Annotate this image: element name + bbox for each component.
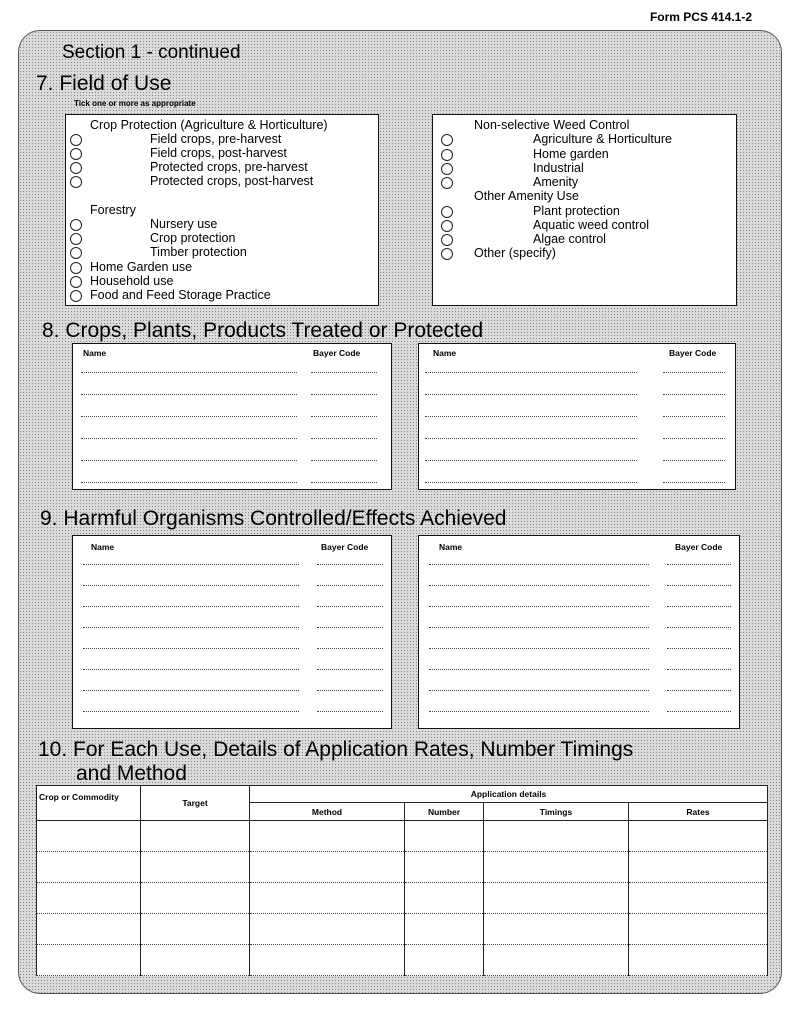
entry-line[interactable] xyxy=(429,627,649,628)
table-cell[interactable] xyxy=(484,852,629,883)
option-label: Field crops, pre-harvest xyxy=(150,132,282,146)
table-row xyxy=(37,945,768,976)
radio-button[interactable] xyxy=(441,149,453,161)
entry-line[interactable] xyxy=(425,460,637,461)
table-cell[interactable] xyxy=(37,821,141,852)
option-label: Timber protection xyxy=(150,245,247,259)
entry-line[interactable] xyxy=(317,606,383,607)
entry-line[interactable] xyxy=(667,606,731,607)
form-id: Form PCS 414.1-2 xyxy=(649,10,752,24)
entry-line[interactable] xyxy=(667,627,731,628)
radio-button[interactable] xyxy=(70,276,82,288)
application-title xyxy=(38,738,633,786)
entry-line[interactable] xyxy=(663,394,725,395)
option-label: Aquatic weed control xyxy=(533,218,650,232)
table-cell[interactable] xyxy=(37,945,141,976)
option-label: Protected crops, post-harvest xyxy=(150,174,314,188)
radio-button[interactable] xyxy=(441,220,453,232)
table-row xyxy=(37,914,768,945)
entry-line[interactable] xyxy=(425,394,637,395)
field-of-use-instruction: Tick one or more as appropriate xyxy=(74,99,196,108)
option-group-heading: Other Amenity Use xyxy=(474,189,579,203)
radio-button[interactable] xyxy=(70,134,82,146)
entry-line[interactable] xyxy=(667,648,731,649)
option-label: Algae control xyxy=(533,232,606,246)
organisms-left-code-header: Bayer Code xyxy=(321,542,369,552)
crops-left-name-header: Name xyxy=(83,348,107,358)
radio-button[interactable] xyxy=(70,176,82,188)
entry-line[interactable] xyxy=(663,416,725,417)
entry-line[interactable] xyxy=(667,669,731,670)
crops-title: 8. Crops, Plants, Products Treated or Protected xyxy=(42,319,484,342)
table-cell[interactable] xyxy=(250,821,405,852)
entry-line[interactable] xyxy=(83,585,299,586)
radio-button[interactable] xyxy=(441,206,453,218)
entry-line[interactable] xyxy=(317,690,383,691)
option-label: Other (specify) xyxy=(474,246,556,260)
table-cell[interactable] xyxy=(37,914,141,945)
entry-line[interactable] xyxy=(317,648,383,649)
table-cell[interactable] xyxy=(629,883,768,914)
col-target-header: Target xyxy=(141,786,250,821)
entry-line[interactable] xyxy=(83,669,299,670)
col-crop-header: Crop or Commodity xyxy=(37,786,141,821)
table-cell[interactable] xyxy=(405,914,484,945)
section-heading: Section 1 - continued xyxy=(62,42,241,63)
entry-line[interactable] xyxy=(311,394,377,395)
radio-button[interactable] xyxy=(70,290,82,302)
table-cell[interactable] xyxy=(250,852,405,883)
option-label: Crop protection xyxy=(150,231,236,245)
radio-button[interactable] xyxy=(441,163,453,175)
crops-left-box xyxy=(72,343,392,490)
entry-line[interactable] xyxy=(667,564,731,565)
option-group-heading: Forestry xyxy=(90,203,136,217)
entry-line[interactable] xyxy=(81,460,297,461)
entry-line[interactable] xyxy=(83,690,299,691)
radio-button[interactable] xyxy=(441,234,453,246)
entry-line[interactable] xyxy=(81,372,297,373)
entry-line[interactable] xyxy=(83,564,299,565)
table-cell[interactable] xyxy=(629,914,768,945)
entry-line[interactable] xyxy=(667,690,731,691)
radio-button[interactable] xyxy=(441,248,453,260)
option-label: Household use xyxy=(90,274,174,288)
table-cell[interactable] xyxy=(405,852,484,883)
organisms-right-box xyxy=(418,535,740,729)
option-label: Agriculture & Horticulture xyxy=(533,132,672,146)
radio-button[interactable] xyxy=(70,162,82,174)
option-label: Food and Feed Storage Practice xyxy=(90,288,271,302)
organisms-title: 9. Harmful Organisms Controlled/Effects Achieved xyxy=(40,507,507,530)
entry-line[interactable] xyxy=(81,394,297,395)
col-method-header: Method xyxy=(250,803,405,821)
entry-line[interactable] xyxy=(663,482,725,483)
entry-line[interactable] xyxy=(81,416,297,417)
entry-line[interactable] xyxy=(317,585,383,586)
entry-line[interactable] xyxy=(667,711,731,712)
radio-button[interactable] xyxy=(441,134,453,146)
organisms-left-box xyxy=(72,535,392,729)
entry-line[interactable] xyxy=(425,482,637,483)
option-label: Home Garden use xyxy=(90,260,193,274)
table-cell[interactable] xyxy=(37,883,141,914)
entry-line[interactable] xyxy=(311,482,377,483)
entry-line[interactable] xyxy=(429,690,649,691)
col-timings-header: Timings xyxy=(484,803,629,821)
table-cell[interactable] xyxy=(484,821,629,852)
table-cell[interactable] xyxy=(405,821,484,852)
entry-line[interactable] xyxy=(663,460,725,461)
table-cell[interactable] xyxy=(141,945,250,976)
option-label: Field crops, post-harvest xyxy=(150,146,287,160)
table-cell[interactable] xyxy=(37,852,141,883)
table-cell[interactable] xyxy=(250,883,405,914)
option-label: Plant protection xyxy=(533,204,620,218)
table-cell[interactable] xyxy=(405,945,484,976)
entry-line[interactable] xyxy=(429,564,649,565)
entry-line[interactable] xyxy=(317,669,383,670)
entry-line[interactable] xyxy=(317,627,383,628)
entry-line[interactable] xyxy=(663,372,725,373)
organisms-right-code-header: Bayer Code xyxy=(675,542,723,552)
application-details-header: Application details xyxy=(250,786,768,803)
entry-line[interactable] xyxy=(81,482,297,483)
entry-line[interactable] xyxy=(429,648,649,649)
entry-line[interactable] xyxy=(425,372,637,373)
radio-button[interactable] xyxy=(70,148,82,160)
crops-left-code-header: Bayer Code xyxy=(313,348,361,358)
entry-line[interactable] xyxy=(317,564,383,565)
table-cell[interactable] xyxy=(141,914,250,945)
radio-button[interactable] xyxy=(70,233,82,245)
crops-right-name-header: Name xyxy=(433,348,457,358)
table-cell[interactable] xyxy=(484,914,629,945)
organisms-left-name-header: Name xyxy=(91,542,115,552)
entry-line[interactable] xyxy=(317,711,383,712)
entry-line[interactable] xyxy=(429,606,649,607)
entry-line[interactable] xyxy=(429,585,649,586)
radio-button[interactable] xyxy=(70,262,82,274)
entry-line[interactable] xyxy=(311,416,377,417)
crops-right-box xyxy=(418,343,736,490)
col-rates-header: Rates xyxy=(629,803,768,821)
entry-line[interactable] xyxy=(83,648,299,649)
crops-right-code-header: Bayer Code xyxy=(669,348,717,358)
entry-line[interactable] xyxy=(311,460,377,461)
entry-line[interactable] xyxy=(311,372,377,373)
entry-line[interactable] xyxy=(83,627,299,628)
table-cell[interactable] xyxy=(629,821,768,852)
table-row xyxy=(37,883,768,914)
organisms-right-name-header: Name xyxy=(439,542,463,552)
option-label: Amenity xyxy=(533,175,579,189)
table-cell[interactable] xyxy=(250,914,405,945)
entry-line[interactable] xyxy=(425,416,637,417)
table-cell[interactable] xyxy=(484,945,629,976)
application-title-line1: 10. For Each Use, Details of Application Rates, Number Timings xyxy=(38,738,634,761)
option-label: Protected crops, pre-harvest xyxy=(150,160,308,174)
entry-line[interactable] xyxy=(425,438,637,439)
table-cell[interactable] xyxy=(629,852,768,883)
radio-button[interactable] xyxy=(70,219,82,231)
table-cell[interactable] xyxy=(629,945,768,976)
option-label: Industrial xyxy=(533,161,584,175)
table-cell[interactable] xyxy=(250,945,405,976)
option-group-heading: Crop Protection (Agriculture & Horticulture) xyxy=(90,118,328,132)
radio-button[interactable] xyxy=(70,247,82,259)
application-title-line2: and Method xyxy=(76,762,187,785)
entry-line[interactable] xyxy=(311,438,377,439)
option-label: Nursery use xyxy=(150,217,218,231)
option-label: Home garden xyxy=(533,147,609,161)
table-row xyxy=(37,852,768,883)
field-of-use-title: 7. Field of Use xyxy=(36,72,172,95)
option-group-heading: Non-selective Weed Control xyxy=(474,118,630,132)
table-cell[interactable] xyxy=(484,883,629,914)
entry-line[interactable] xyxy=(667,585,731,586)
col-number-header: Number xyxy=(405,803,484,821)
entry-line[interactable] xyxy=(429,711,649,712)
radio-button[interactable] xyxy=(441,177,453,189)
table-cell[interactable] xyxy=(405,883,484,914)
entry-line[interactable] xyxy=(83,711,299,712)
entry-line[interactable] xyxy=(81,438,297,439)
entry-line[interactable] xyxy=(83,606,299,607)
table-cell[interactable] xyxy=(141,821,250,852)
table-cell[interactable] xyxy=(141,852,250,883)
entry-line[interactable] xyxy=(663,438,725,439)
application-table xyxy=(36,785,768,976)
table-cell[interactable] xyxy=(141,883,250,914)
entry-line[interactable] xyxy=(429,669,649,670)
table-row xyxy=(37,821,768,852)
